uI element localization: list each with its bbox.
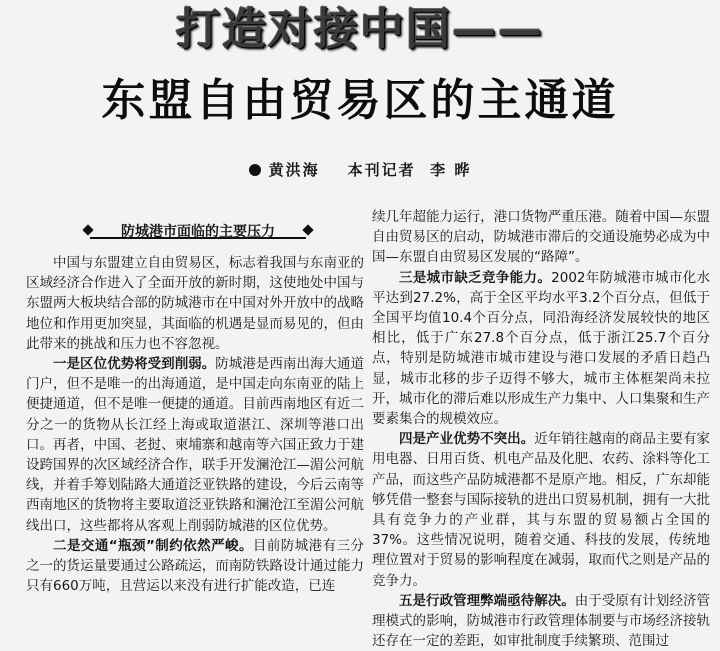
paragraph: 一是区位优势将受到削弱。防城港是西南出海大通道门户，但不是唯一的出海通道，是中国走向东南亚的陆上便捷通道，但不是唯一便捷的通道。目前西南地区有近二分之一的货物从长江经上海或取道湛江、深圳等港口出口。再者，中国、老挝、柬埔寨和越南等六国正致力于建设跨国界的次区域经济合作，联手开发澜沧江—湄公河航线，并着手筹划陆路大通道泛亚铁路的建设，今后云南等西南地区的货物将主要取道泛亚铁路和澜沧江至湄公河航线出口，这些都将从客观上削弱防城港的区位优势。: [26, 356, 365, 534]
bullet-icon: [249, 164, 261, 176]
author-name: 黄洪海: [268, 161, 320, 179]
diamond-icon: [302, 224, 313, 235]
reporter-label: 本刊记者: [347, 161, 416, 179]
headline-line-1: 打造对接中国——: [176, 4, 544, 55]
paragraph: 续几年超能力运行，港口货物严重压港。随着中国—东盟自由贸易区的启动，防城港市滞后的交通设施势必成为中国—东盟自由贸易区发展的“路障”。: [372, 209, 710, 266]
left-column: [26, 207, 364, 596]
paragraph: 五是行政管理弊端亟待解决。由于受原有计划经济管理模式的影响，防城港市行政管理体制要与市场经济接轨还存在一定的差距，如审批制度手续繁琐、范围过: [372, 592, 711, 650]
paragraph: 中国与东盟建立自由贸易区，标志着我国与东南亚的区域经济合作进入了全面开放的新时期，这使地处中国与东盟两大板块结合部的防城港市在中国对外开放中的战略地位和作用更加突显，其面临的机遇是显而易见的，但由此带来的挑战和压力也不容忽视。: [26, 255, 364, 352]
paragraph: 二是交通“瓶颈”制约依然严峻。目前防城港有三分之一的货运量要通过公路疏运，而南防铁路设计通过能力只有660万吨，且营运以来没有进行扩能改造，已连: [26, 537, 365, 595]
section-heading: 防城港市面临的主要压力: [90, 221, 306, 243]
headline-line-2: 东盟自由贸易区的主通道: [101, 75, 619, 126]
paragraph-lead: 二是交通“瓶颈”制约依然严峻。: [53, 537, 253, 554]
paragraph-lead: 四是产业优势不突出。: [399, 431, 535, 448]
paragraph: 四是产业优势不突出。近年销往越南的商品主要有家用电器、日用百货、机电产品及化肥、农药、涂料等化工产品，而这些产品防城港都不是原产地。相反，广东却能够凭借一整套与国际接轨的进出口贸易机制，拥有一大批具有竞争力的产业群，其与东盟的贸易额占全国的37%。这些情况说明，随着交通、科技的发展，传统地理位置对于贸易的影响程度在减弱，取而代之则是产品的竞争力。: [372, 431, 711, 589]
reporter-name: 李 晔: [430, 161, 472, 179]
byline: [0, 160, 720, 180]
diamond-icon: [82, 224, 93, 235]
paragraph-lead: 三是城市缺乏竞争能力。: [399, 269, 552, 286]
paragraph: 三是城市缺乏竞争能力。2002年防城港市城市化水平达到27.2%，高于全区平均水平3.2个百分点，但低于全国平均值10.4个百分点，同沿海经济发展较快的地区相比，低于广东27.8个百分点，低于浙江25.7个百分点，特别是防城港市城市建设与港口发展的矛盾日趋凸显，城市北移的步子迈得不够大，城市主体框架尚未拉开，城市化的滞后难以形成生产力集中、人口集聚和生产要素集合的规模效应。: [372, 269, 711, 428]
paragraph-lead: 一是区位优势将受到削弱。: [53, 356, 216, 373]
paragraph-lead: 五是行政管理弊端亟待解决。: [399, 592, 575, 609]
right-column: [372, 207, 710, 651]
